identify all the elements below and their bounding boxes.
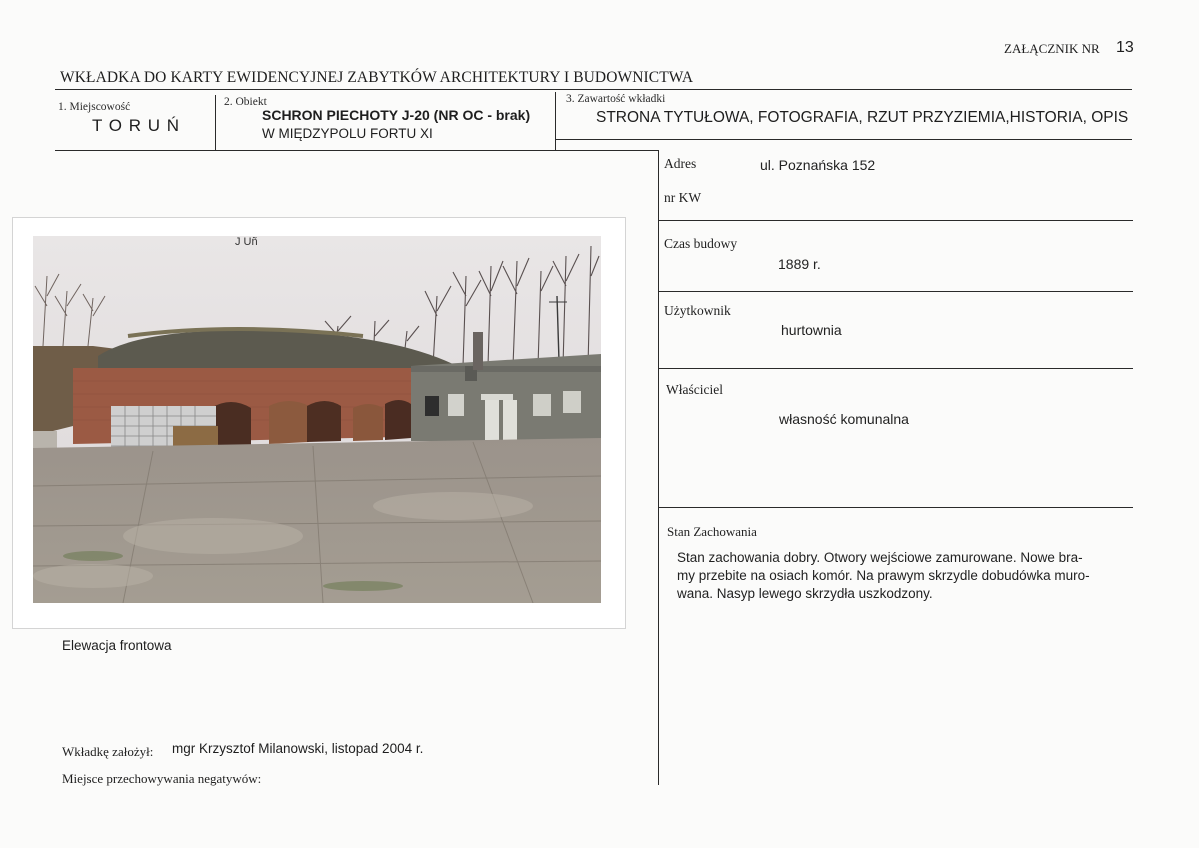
object-subtitle: W MIĘDZYPOLU FORTU XI	[262, 126, 433, 141]
construction-label: Czas budowy	[664, 236, 738, 251]
rule-top	[55, 89, 1132, 90]
address-value: ul. Poznańska 152	[760, 157, 876, 173]
contents-label: 3. Zawartość wkładki	[566, 93, 666, 105]
condition-label: Stan Zachowania	[667, 524, 757, 539]
attachment-label: ZAŁĄCZNIK NR	[1004, 41, 1100, 56]
object-label: 2. Obiekt	[224, 96, 267, 108]
photo-stamp: J Uñ	[235, 236, 258, 248]
rule-owner	[658, 507, 1133, 508]
location-value: T O R U Ń	[92, 116, 181, 135]
condition-text	[677, 549, 1090, 603]
rule-header-bottom-right	[555, 139, 1132, 140]
location-label: 1. Miejscowość	[58, 101, 131, 113]
condition-line-2: my przebite na osiach komór. Na prawym skrzydle dobudówka muro-	[677, 568, 1090, 583]
rule-right-column	[658, 150, 659, 785]
condition-line-1: Stan zachowania dobry. Otwory wejściowe zamurowane. Nowe bra-	[677, 550, 1083, 565]
rule-header-bottom	[55, 150, 658, 151]
author-value: mgr Krzysztof Milanowski, listopad 2004 r.	[172, 741, 424, 756]
object-name: SCHRON PIECHOTY J-20 (NR OC - brak)	[262, 107, 531, 123]
user-label: Użytkownik	[664, 303, 731, 318]
address-label: Adres	[664, 156, 697, 171]
contents-value: STRONA TYTUŁOWA, FOTOGRAFIA, RZUT PRZYZIEMIA,HISTORIA, OPIS	[596, 109, 1129, 126]
building-photo	[33, 236, 601, 603]
owner-value: własność komunalna	[779, 411, 909, 427]
rule-address	[658, 220, 1133, 221]
rule-construction	[658, 291, 1133, 292]
owner-label: Właściciel	[666, 382, 723, 397]
kw-label: nr KW	[664, 190, 702, 205]
author-label: Wkładkę założył:	[62, 744, 154, 759]
negatives-label: Miejsce przechowywania negatywów:	[62, 771, 262, 786]
photo-caption: Elewacja frontowa	[62, 638, 172, 653]
user-value: hurtownia	[781, 322, 842, 338]
construction-value: 1889 r.	[778, 256, 821, 272]
attachment-number: 13	[1116, 39, 1134, 56]
photo-frame	[12, 217, 626, 629]
card-title: WKŁADKA DO KARTY EWIDENCYJNEJ ZABYTKÓW ARCHITEKTURY I BUDOWNICTWA	[60, 69, 694, 86]
rule-col-2	[555, 92, 556, 150]
condition-line-3: wana. Nasyp lewego skrzydła uszkodzony.	[677, 586, 933, 601]
rule-user	[658, 368, 1133, 369]
rule-col-1	[215, 95, 216, 150]
